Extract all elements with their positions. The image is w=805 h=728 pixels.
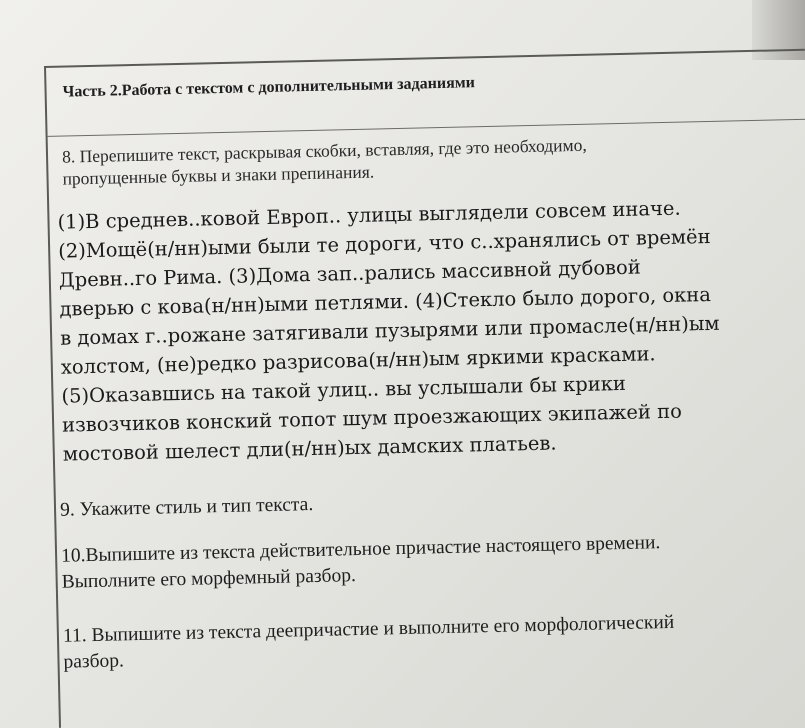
section-heading: Часть 2.Работа с текстом с дополнительными заданиями <box>62 74 476 101</box>
task-10 <box>61 526 805 595</box>
worksheet-frame <box>44 49 805 728</box>
text-line: (5)Оказавшись на такой улиц.. вы услышали бы крики <box>61 371 627 408</box>
task-9-text: 9. Укажите стиль и тип текста. <box>59 494 314 521</box>
text-line: дверью с кова(н/нн)ыми петлями. (4)Стекло было дорого, окна <box>59 282 712 321</box>
text-line: (1)В среднев..ковой Европ.. улицы выглядели совсем иначе. <box>57 196 681 234</box>
text-line: в домах г..рожане затягивали пузырями или промасле(н/нн)ым <box>59 311 720 350</box>
task-10-line: 10.Выпишите из текста действительное причастие настоящего времени. <box>60 532 661 567</box>
task-10-line: Выполните его морфемный разбор. <box>61 565 357 593</box>
task-11-line: разбор. <box>63 650 125 673</box>
task-8-instruction <box>62 130 763 190</box>
task-11-line: 11. Выпишите из текста деепричастие и выполните его морфологический <box>62 611 675 647</box>
exercise-text <box>57 191 803 469</box>
task-11 <box>63 606 805 675</box>
text-line: Древн..го Рима. (3)Дома зап..рались массивной дубовой <box>58 255 642 292</box>
text-line: холстом, (не)редко разрисова(н/нн)ым яркими красками. <box>60 342 656 379</box>
task-8-line: пропущенные буквы и знаки препинания. <box>62 161 375 189</box>
text-line: (2)Мощё(н/нн)ыми были те дороги, что с..хранялись от времён <box>57 224 711 263</box>
task-9 <box>60 481 805 524</box>
text-line: мостовой шелест дли(н/нн)ых дамских платьев. <box>62 431 557 466</box>
text-line: извозчиков конский топот шум проезжающих экипажей по <box>61 399 683 437</box>
task-8-line: 8. Перепишите текст, раскрывая скобки, вставляя, где это необходимо, <box>61 134 587 167</box>
